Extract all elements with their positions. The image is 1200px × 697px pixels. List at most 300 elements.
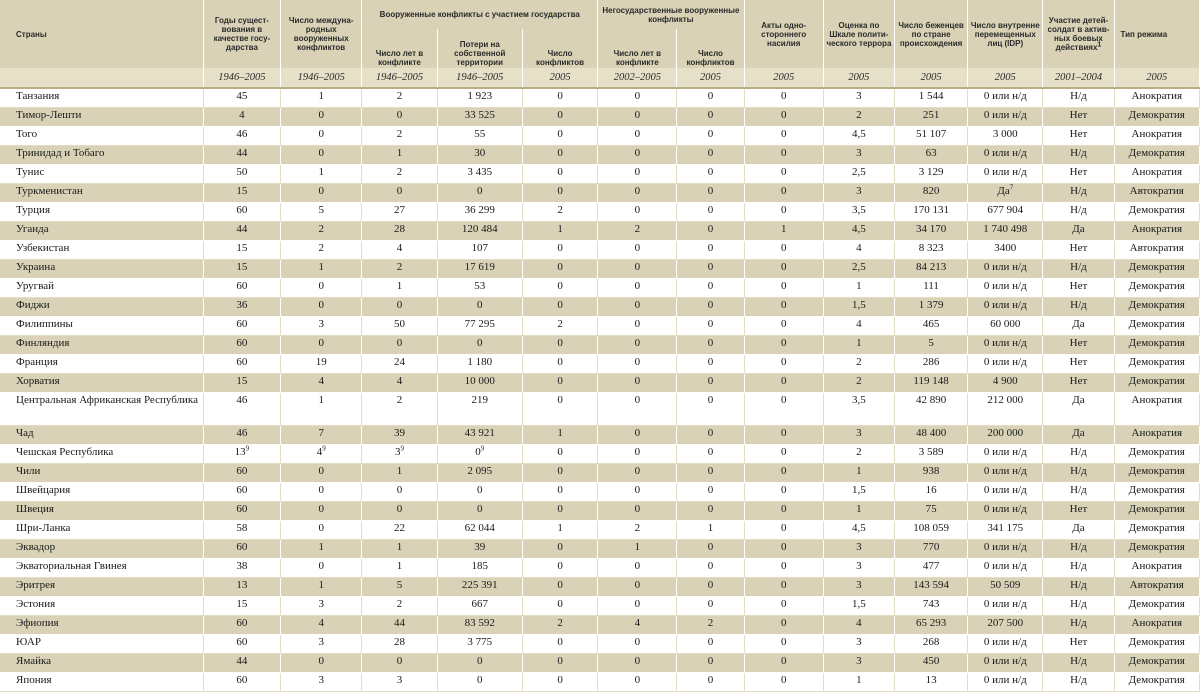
cell-value: 0 (780, 242, 787, 254)
value-cell (281, 597, 362, 616)
value-cell (437, 165, 522, 184)
header-year: 1946–2005 (281, 68, 362, 88)
table-row (0, 597, 1200, 616)
cell-value: 0 (707, 579, 714, 591)
cell-value: 4 (634, 617, 641, 629)
cell-value: 0 (396, 109, 403, 121)
value-cell (522, 374, 597, 393)
value-cell (598, 374, 677, 393)
header-armed-group: Вооруженные конфликты с участием государства (362, 0, 598, 29)
value-cell (437, 654, 522, 673)
cell-value: 3 129 (918, 166, 944, 178)
value-cell (522, 355, 597, 374)
cell-value: 15 (236, 261, 248, 273)
value-cell (677, 673, 744, 692)
cell-value: 51 107 (915, 128, 947, 140)
value-cell (598, 616, 677, 635)
value-cell (968, 540, 1043, 559)
cell-value: Н/д (1070, 617, 1087, 629)
cell-value: 2 (396, 128, 403, 140)
value-cell (823, 673, 894, 692)
table-row (0, 426, 1200, 445)
value-cell (598, 355, 677, 374)
value-cell (281, 127, 362, 146)
value-cell (968, 184, 1043, 203)
cell-value: Да (1072, 427, 1085, 439)
value-cell (281, 426, 362, 445)
value-cell (744, 654, 823, 673)
value-cell (1043, 445, 1114, 464)
cell-value: 3 (318, 318, 324, 330)
cell-value: 0 (707, 299, 714, 311)
cell-value: 450 (922, 655, 940, 667)
cell-value: Демократия (1128, 299, 1185, 311)
cell-value: 0 (634, 280, 641, 292)
value-cell (968, 165, 1043, 184)
cell-value: 207 500 (987, 617, 1024, 629)
cell-value: 1 (634, 541, 641, 553)
cell-value: 108 059 (913, 522, 949, 534)
cell-value: 0 (780, 465, 787, 477)
cell-value: 0 (780, 318, 787, 330)
cell-value: 0 (634, 394, 641, 406)
cell-value: 225 391 (461, 579, 498, 591)
cell-value: 60 (236, 356, 248, 368)
value-cell (203, 654, 280, 673)
cell-value: 0 (707, 261, 714, 273)
value-cell (437, 393, 522, 426)
value-cell (281, 502, 362, 521)
value-cell (281, 393, 362, 426)
cell-value: 63 (925, 147, 937, 159)
value-cell (1043, 521, 1114, 540)
cell-value: 2 (856, 446, 862, 458)
cell-value: Н/д (1070, 579, 1087, 591)
cell-value: Да (1072, 223, 1085, 235)
value-cell (281, 673, 362, 692)
value-cell (598, 559, 677, 578)
value-cell (598, 597, 677, 616)
value-cell (677, 355, 744, 374)
header-year: 2005 (1114, 68, 1199, 88)
table-header (0, 0, 1200, 88)
cell-value: Автократия (1129, 242, 1184, 254)
value-cell (281, 241, 362, 260)
cell-value: 120 484 (461, 223, 498, 235)
value-cell (677, 279, 744, 298)
value-cell (744, 616, 823, 635)
value-cell (895, 445, 968, 464)
value-cell (744, 317, 823, 336)
value-cell (598, 127, 677, 146)
value-cell (1114, 502, 1199, 521)
cell-value: 60 (236, 204, 248, 216)
value-cell (522, 260, 597, 279)
cell-value: 0 (707, 280, 714, 292)
header-year: 2001–2004 (1043, 68, 1114, 88)
value-cell (895, 540, 968, 559)
value-cell (1043, 241, 1114, 260)
value-cell (437, 108, 522, 127)
value-cell (677, 374, 744, 393)
value-cell (895, 88, 968, 108)
table-row (0, 483, 1200, 502)
cell-value: 0 или н/д (983, 147, 1027, 159)
cell-value: 4 (396, 242, 403, 254)
header-year: 2005 (968, 68, 1043, 88)
cell-value: 0 (707, 484, 714, 496)
cell-value: 0 (780, 90, 787, 102)
cell-value: 4 (318, 375, 324, 387)
cell-value: 185 (471, 560, 489, 572)
value-cell (823, 355, 894, 374)
header-year: 2002–2005 (598, 68, 677, 88)
value-cell (1043, 635, 1114, 654)
cell-value: 34 170 (915, 223, 947, 235)
cell-value: Демократия (1128, 204, 1185, 216)
value-cell (1043, 616, 1114, 635)
cell-value: 0 (557, 261, 563, 273)
value-cell (362, 184, 437, 203)
cell-value: 1 544 (918, 90, 944, 102)
value-cell (598, 540, 677, 559)
value-cell (823, 578, 894, 597)
cell-value: Анократия (1131, 560, 1183, 572)
value-cell (968, 279, 1043, 298)
value-cell (744, 559, 823, 578)
value-cell (437, 355, 522, 374)
value-cell (677, 521, 744, 540)
country-cell: Япония (0, 673, 203, 692)
cell-value: 8 323 (918, 242, 944, 254)
cell-value: 4 900 (992, 375, 1018, 387)
value-cell (1043, 654, 1114, 673)
value-cell (744, 203, 823, 222)
value-cell (522, 654, 597, 673)
value-cell (823, 203, 894, 222)
value-cell (437, 279, 522, 298)
value-cell (281, 165, 362, 184)
value-cell (744, 540, 823, 559)
cell-value: 0 (634, 674, 641, 686)
cell-value: 0 (707, 318, 714, 330)
value-cell (522, 635, 597, 654)
value-cell (203, 445, 280, 464)
value-cell (895, 578, 968, 597)
value-cell (968, 464, 1043, 483)
cell-value: 0 или н/д (983, 446, 1027, 458)
cell-value: Демократия (1128, 109, 1185, 121)
value-cell (744, 464, 823, 483)
value-cell (823, 127, 894, 146)
cell-value: 0 (780, 375, 787, 387)
value-cell (823, 654, 894, 673)
cell-value: 0 (634, 299, 641, 311)
value-cell (1114, 203, 1199, 222)
cell-value: 2 (856, 109, 862, 121)
cell-value: 0 (780, 166, 787, 178)
value-cell (362, 502, 437, 521)
table-row (0, 578, 1200, 597)
value-cell (823, 241, 894, 260)
cell-value: 60 (236, 318, 248, 330)
cell-value: 4 (856, 318, 862, 330)
header-year: 2005 (744, 68, 823, 88)
cell-value: 1 (856, 674, 862, 686)
country-cell: Ямайка (0, 654, 203, 673)
value-cell (968, 521, 1043, 540)
cell-value: 2,5 (852, 261, 866, 273)
cell-value: Демократия (1128, 636, 1185, 648)
value-cell (1114, 521, 1199, 540)
cell-value: 2 (318, 223, 324, 235)
cell-value: 0 или н/д (983, 337, 1027, 349)
cell-value: 0 (557, 674, 563, 686)
value-cell (895, 464, 968, 483)
value-cell (362, 317, 437, 336)
country-cell: Туркменистан (0, 184, 203, 203)
header-idp: Число внутренне перемещенных лиц (IDP) (968, 0, 1043, 68)
cell-value: Нет (1069, 109, 1088, 121)
cell-value: Н/д (1070, 147, 1087, 159)
cell-value: 0 (318, 280, 324, 292)
cell-value: 4,5 (852, 522, 866, 534)
cell-value: Анократия (1131, 394, 1183, 406)
cell-value: 0 или н/д (983, 541, 1027, 553)
country-cell: Того (0, 127, 203, 146)
cell-value: 0 (557, 484, 563, 496)
cell-value: 477 (922, 560, 940, 572)
cell-value: 7 (318, 427, 324, 439)
value-cell (522, 616, 597, 635)
table-row (0, 222, 1200, 241)
value-cell (203, 222, 280, 241)
cell-value: 667 (471, 598, 489, 610)
value-cell (968, 393, 1043, 426)
cell-value: 60 (236, 636, 248, 648)
value-cell (1114, 464, 1199, 483)
cell-value: 4 (856, 617, 862, 629)
country-cell: Узбекистан (0, 241, 203, 260)
cell-value: Нет (1069, 356, 1088, 368)
cell-value: 0 (780, 541, 787, 553)
cell-value: 46 (236, 394, 248, 406)
cell-value: 0 (634, 128, 641, 140)
cell-value: 62 044 (464, 522, 495, 534)
cell-value: 0 (634, 90, 641, 102)
value-cell (437, 317, 522, 336)
table-row (0, 184, 1200, 203)
value-cell (522, 184, 597, 203)
value-cell (362, 483, 437, 502)
header-years-in-conflict: Число лет в конфликте (362, 29, 437, 68)
footnote-marker: 9 (480, 444, 485, 453)
cell-value: 251 (922, 109, 940, 121)
value-cell (437, 426, 522, 445)
cell-value: 0 (707, 446, 714, 458)
cell-value: 1,5 (852, 299, 866, 311)
cell-value: 50 509 (990, 579, 1021, 591)
value-cell (1043, 336, 1114, 355)
cell-value: 0 (557, 541, 563, 553)
value-cell (1043, 578, 1114, 597)
cell-value: 3 (394, 446, 401, 458)
cell-value: 15 (236, 242, 248, 254)
value-cell (968, 559, 1043, 578)
cell-value: 1 (318, 261, 324, 273)
cell-value: 0 (707, 128, 714, 140)
value-cell (677, 635, 744, 654)
value-cell (1043, 355, 1114, 374)
value-cell (522, 521, 597, 540)
cell-value: 0 (634, 337, 641, 349)
value-cell (362, 298, 437, 317)
cell-value: Нет (1069, 280, 1088, 292)
cell-value: 0 (396, 299, 403, 311)
value-cell (281, 222, 362, 241)
table-row (0, 502, 1200, 521)
value-cell (677, 88, 744, 108)
cell-value: 75 (925, 503, 937, 515)
cell-value: 53 (474, 280, 486, 292)
cell-value: 0 (396, 503, 403, 515)
value-cell (1043, 483, 1114, 502)
cell-value: 1 (396, 280, 403, 292)
value-cell (1114, 317, 1199, 336)
cell-value: 0 (707, 147, 714, 159)
value-cell (744, 127, 823, 146)
value-cell (437, 222, 522, 241)
cell-value: Анократия (1131, 617, 1183, 629)
value-cell (1043, 464, 1114, 483)
value-cell (1114, 165, 1199, 184)
cell-value: 0 (780, 522, 787, 534)
cell-value: 820 (922, 185, 940, 197)
value-cell (823, 336, 894, 355)
value-cell (598, 502, 677, 521)
cell-value: 1 (856, 503, 862, 515)
table-row (0, 393, 1200, 426)
cell-value: Демократия (1128, 541, 1185, 553)
header-year: 2005 (522, 68, 597, 88)
table-row (0, 336, 1200, 355)
table-row (0, 559, 1200, 578)
cell-value: 44 (236, 147, 248, 159)
cell-value: 0 (707, 223, 714, 235)
cell-value: 0 или н/д (983, 560, 1027, 572)
header-terror-scale: Оценка по Шкале политического террора (823, 0, 894, 68)
value-cell (1043, 502, 1114, 521)
cell-value: 1 923 (467, 90, 493, 102)
cell-value: 0 (707, 503, 714, 515)
value-cell (362, 464, 437, 483)
cell-value: 0 (780, 109, 787, 121)
cell-value: 0 (557, 147, 563, 159)
value-cell (895, 317, 968, 336)
value-cell (1114, 616, 1199, 635)
value-cell (281, 483, 362, 502)
cell-value: 4 (856, 242, 862, 254)
cell-value: 0 или н/д (983, 636, 1027, 648)
value-cell (598, 260, 677, 279)
cell-value: 60 (236, 541, 248, 553)
cell-value: 0 (707, 204, 714, 216)
value-cell (437, 502, 522, 521)
value-cell (281, 317, 362, 336)
value-cell (362, 673, 437, 692)
value-cell (362, 654, 437, 673)
value-cell (1114, 673, 1199, 692)
header-one-sided: Акты одностороннего насилия (744, 0, 823, 68)
value-cell (522, 127, 597, 146)
cell-value: 3 435 (467, 166, 493, 178)
value-cell (203, 146, 280, 165)
value-cell (895, 241, 968, 260)
value-cell (437, 483, 522, 502)
table-row (0, 88, 1200, 108)
value-cell (203, 393, 280, 426)
value-cell (522, 559, 597, 578)
cell-value: 46 (236, 427, 248, 439)
cell-value: 0 (780, 356, 787, 368)
value-cell (744, 374, 823, 393)
value-cell (895, 521, 968, 540)
cell-value: 44 (236, 655, 248, 667)
value-cell (1114, 393, 1199, 426)
cell-value: Да (1072, 318, 1085, 330)
cell-value: 0 (318, 128, 324, 140)
value-cell (1043, 317, 1114, 336)
cell-value: 1 (396, 147, 403, 159)
cell-value: 0 (707, 242, 714, 254)
value-cell (437, 597, 522, 616)
value-cell (1043, 165, 1114, 184)
cell-value: 0 (557, 166, 563, 178)
value-cell (598, 445, 677, 464)
value-cell (522, 597, 597, 616)
table-row (0, 616, 1200, 635)
cell-value: 0 (318, 147, 324, 159)
cell-value: 0 (707, 465, 714, 477)
value-cell (895, 146, 968, 165)
value-cell (823, 502, 894, 521)
value-cell (1114, 654, 1199, 673)
cell-value: 0 (634, 427, 641, 439)
cell-value: 0 (634, 204, 641, 216)
cell-value: Нет (1069, 166, 1088, 178)
value-cell (823, 445, 894, 464)
cell-value: 1,5 (852, 598, 866, 610)
cell-value: Н/д (1070, 261, 1087, 273)
cell-value: 43 921 (464, 427, 495, 439)
cell-value: 1 (780, 223, 787, 235)
cell-value: 42 890 (915, 394, 947, 406)
value-cell (895, 184, 968, 203)
value-cell (522, 222, 597, 241)
value-cell (522, 502, 597, 521)
value-cell (598, 88, 677, 108)
cell-value: 0 (557, 337, 563, 349)
value-cell (823, 597, 894, 616)
value-cell (203, 540, 280, 559)
cell-value: Анократия (1131, 166, 1183, 178)
cell-value: 15 (236, 375, 248, 387)
cell-value: 3,5 (852, 394, 866, 406)
cell-value: 0 (318, 560, 324, 572)
cell-value: 0 (477, 185, 483, 197)
cell-value: 1 740 498 (983, 223, 1028, 235)
value-cell (1114, 578, 1199, 597)
